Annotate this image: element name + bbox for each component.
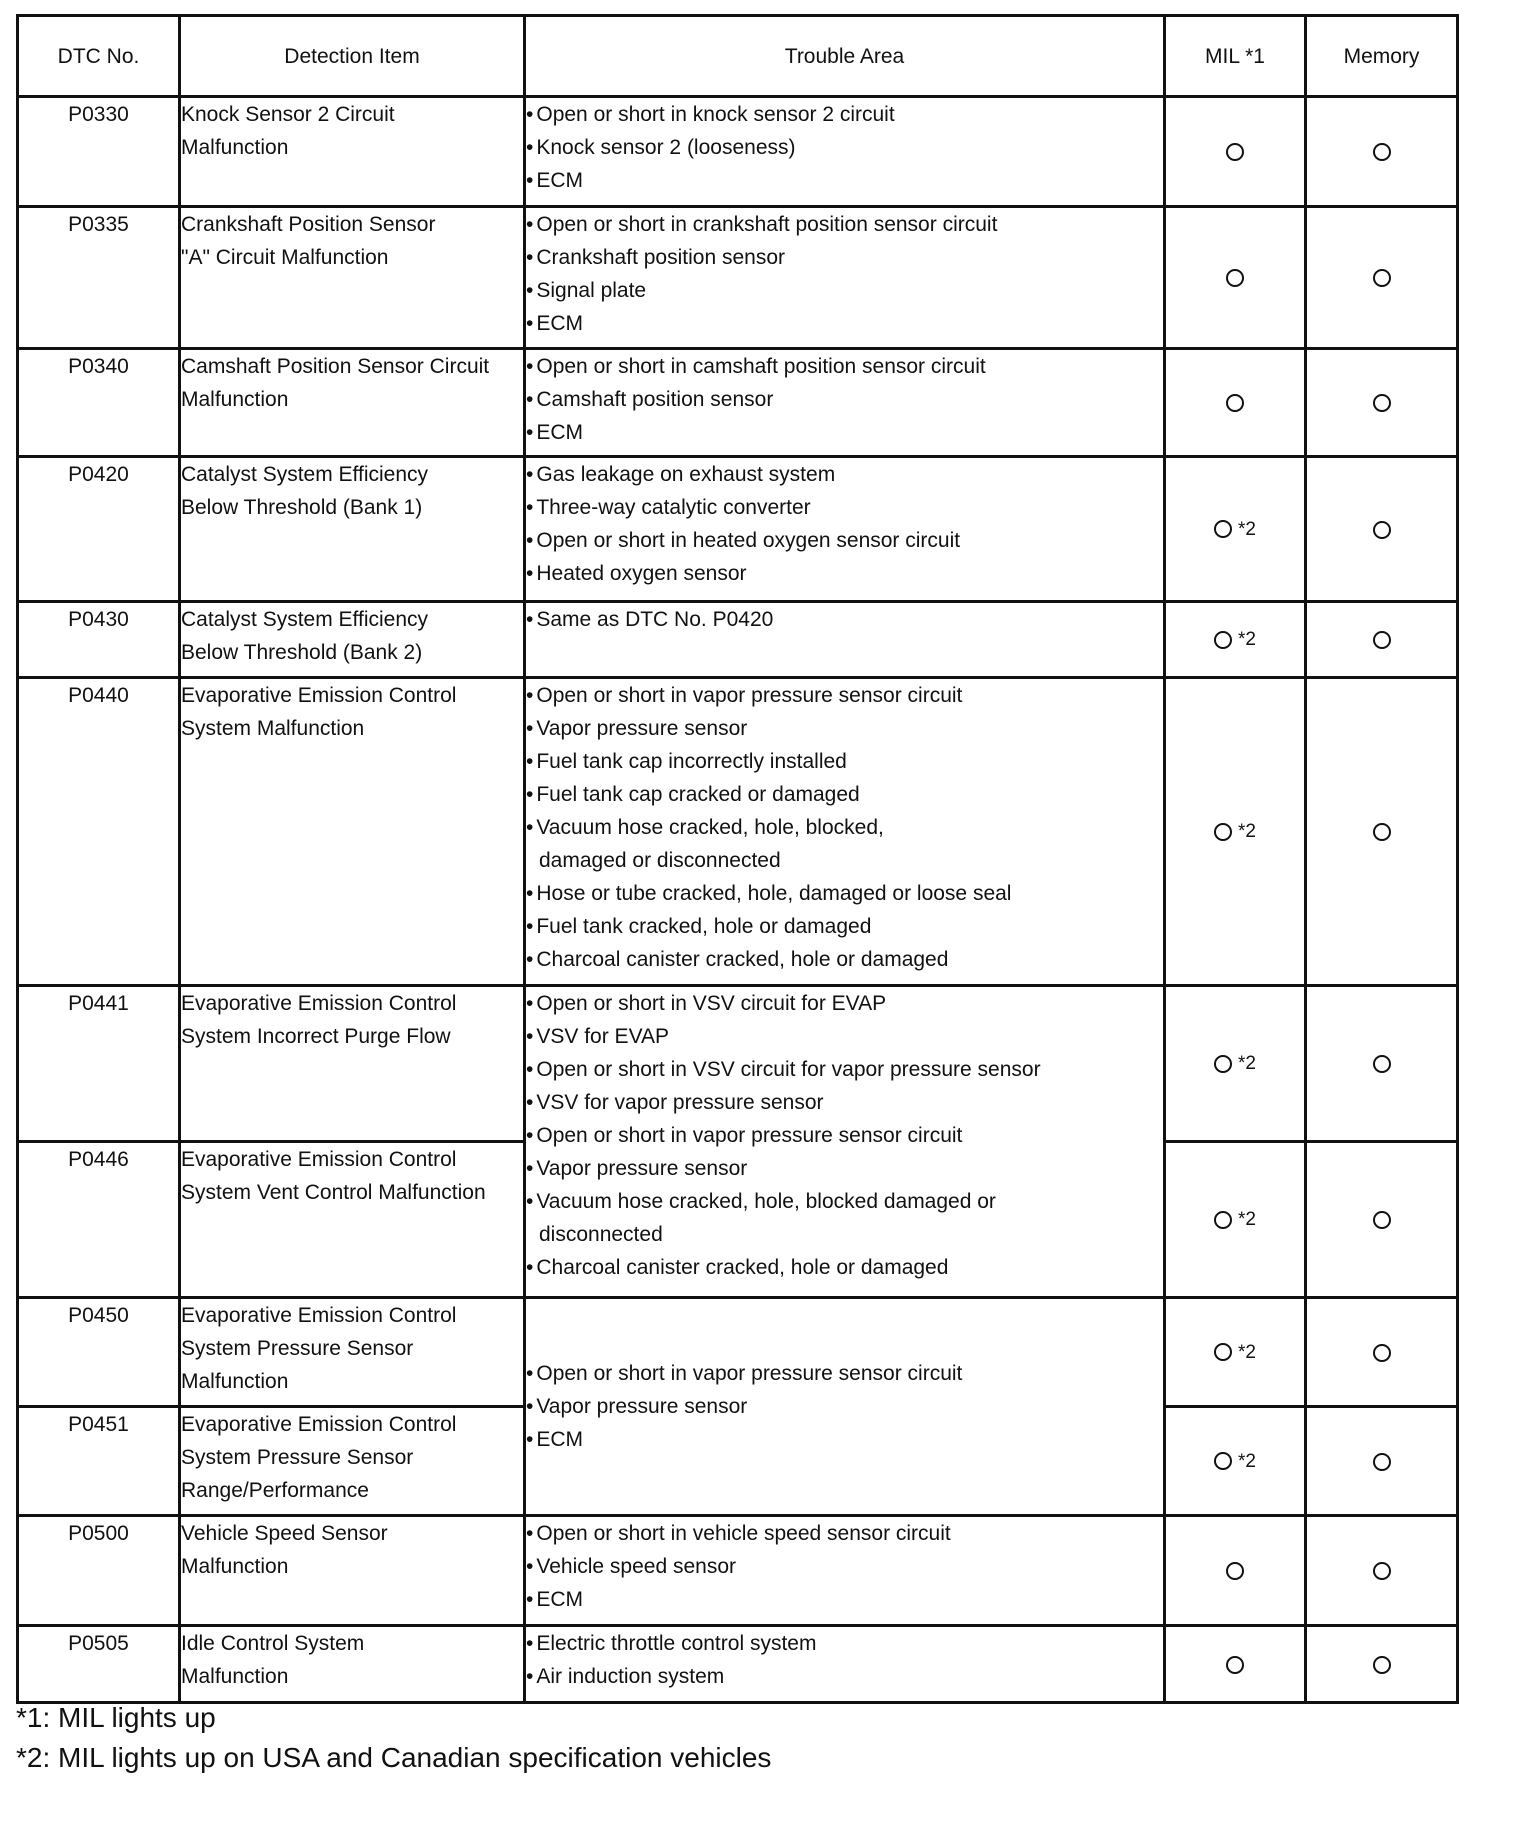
table-row bbox=[18, 1298, 1458, 1407]
mil-circle-icon bbox=[1214, 823, 1232, 841]
mil-note: *2 bbox=[1238, 629, 1256, 651]
trouble-area-line: • Charcoal canister cracked, hole or damaged bbox=[526, 943, 1163, 976]
memory-circle-icon bbox=[1373, 521, 1391, 539]
mil-circle-icon bbox=[1214, 1343, 1232, 1361]
detection-item-line: Catalyst System Efficiency bbox=[181, 608, 429, 631]
mil-cell bbox=[1165, 1516, 1306, 1626]
mil-circle-icon bbox=[1214, 631, 1232, 649]
detection-item-cell bbox=[180, 602, 525, 678]
mil-note: *2 bbox=[1238, 1450, 1256, 1472]
trouble-area-line: • Same as DTC No. P0420 bbox=[526, 603, 1163, 636]
trouble-area-line: • ECM bbox=[526, 164, 1163, 197]
trouble-area-line: • ECM bbox=[526, 416, 1163, 449]
memory-circle-icon bbox=[1373, 269, 1391, 287]
table-row bbox=[18, 207, 1458, 349]
mil-circle-icon bbox=[1226, 143, 1244, 161]
trouble-area-line: • Open or short in vehicle speed sensor circuit bbox=[526, 1517, 1163, 1550]
trouble-area-line: • Crankshaft position sensor bbox=[526, 241, 1163, 274]
detection-item-line: Range/Performance bbox=[181, 1479, 369, 1502]
detection-item-line: Malfunction bbox=[181, 388, 289, 411]
mil-circle-icon bbox=[1226, 394, 1244, 412]
trouble-area-line: • Open or short in vapor pressure sensor circuit bbox=[526, 1119, 1163, 1152]
memory-circle-icon bbox=[1373, 1656, 1391, 1674]
mil-circle-icon bbox=[1214, 520, 1232, 538]
detection-item-cell bbox=[180, 1626, 525, 1703]
detection-item-line: Malfunction bbox=[181, 1665, 289, 1688]
detection-item-line: Evaporative Emission Control bbox=[181, 1148, 457, 1171]
mil-circle-icon bbox=[1214, 1211, 1232, 1229]
trouble-area-line: damaged or disconnected bbox=[539, 849, 781, 872]
mil-circle-icon bbox=[1226, 1656, 1244, 1674]
mil-cell bbox=[1165, 97, 1306, 207]
memory-cell bbox=[1306, 207, 1458, 349]
mil-note: *2 bbox=[1238, 1053, 1256, 1075]
trouble-area-line: • Open or short in knock sensor 2 circuit bbox=[526, 98, 1163, 131]
table-row bbox=[18, 986, 1458, 1142]
table-row bbox=[18, 97, 1458, 207]
trouble-area-line: • Hose or tube cracked, hole, damaged or loose seal bbox=[526, 877, 1163, 910]
dtc-code-cell: P0505 bbox=[18, 1626, 180, 1703]
trouble-area-line: • Vehicle speed sensor bbox=[526, 1550, 1163, 1583]
header-memory: Memory bbox=[1306, 16, 1458, 97]
mil-note: *2 bbox=[1238, 1209, 1256, 1231]
mil-cell bbox=[1165, 1298, 1306, 1407]
detection-item-cell bbox=[180, 349, 525, 457]
detection-item-line: Below Threshold (Bank 2) bbox=[181, 641, 423, 664]
memory-circle-icon bbox=[1373, 823, 1391, 841]
trouble-area-cell bbox=[525, 1298, 1165, 1516]
detection-item-cell bbox=[180, 1516, 525, 1626]
table-row bbox=[18, 349, 1458, 457]
trouble-area-line: • Camshaft position sensor bbox=[526, 383, 1163, 416]
mil-cell bbox=[1165, 349, 1306, 457]
mil-cell bbox=[1165, 457, 1306, 602]
dtc-code-cell: P0451 bbox=[18, 1407, 180, 1516]
trouble-area-cell bbox=[525, 1626, 1165, 1703]
trouble-area-line: • Open or short in crankshaft position sensor circuit bbox=[526, 208, 1163, 241]
header-trouble-area: Trouble Area bbox=[525, 16, 1165, 97]
trouble-area-line: • Fuel tank cracked, hole or damaged bbox=[526, 910, 1163, 943]
trouble-area-line: • Air induction system bbox=[526, 1660, 1163, 1693]
trouble-area-line: • ECM bbox=[526, 1583, 1163, 1616]
memory-circle-icon bbox=[1373, 143, 1391, 161]
memory-cell bbox=[1306, 1407, 1458, 1516]
table-row bbox=[18, 602, 1458, 678]
detection-item-line: Below Threshold (Bank 1) bbox=[181, 496, 423, 519]
dtc-code-cell: P0340 bbox=[18, 349, 180, 457]
trouble-area-line: • Fuel tank cap incorrectly installed bbox=[526, 745, 1163, 778]
memory-circle-icon bbox=[1373, 1211, 1391, 1229]
detection-item-cell bbox=[180, 1407, 525, 1516]
trouble-area-line: • Open or short in vapor pressure sensor circuit bbox=[526, 679, 1163, 712]
mil-note: *2 bbox=[1238, 821, 1256, 843]
mil-circle-icon bbox=[1226, 1562, 1244, 1580]
trouble-area-line: • Vacuum hose cracked, hole, blocked damaged or bbox=[526, 1185, 1163, 1218]
trouble-area-line: • Vapor pressure sensor bbox=[526, 1152, 1163, 1185]
mil-circle-icon bbox=[1214, 1055, 1232, 1073]
dtc-code-cell: P0500 bbox=[18, 1516, 180, 1626]
memory-cell bbox=[1306, 678, 1458, 986]
trouble-area-line: • VSV for vapor pressure sensor bbox=[526, 1086, 1163, 1119]
header-dtc-no: DTC No. bbox=[18, 16, 180, 97]
dtc-code-cell: P0446 bbox=[18, 1142, 180, 1298]
memory-circle-icon bbox=[1373, 1453, 1391, 1471]
footnotes bbox=[16, 1698, 771, 1778]
memory-circle-icon bbox=[1373, 394, 1391, 412]
trouble-area-line: • Open or short in VSV circuit for EVAP bbox=[526, 987, 1163, 1020]
trouble-area-line: • Vapor pressure sensor bbox=[526, 712, 1163, 745]
detection-item-cell bbox=[180, 457, 525, 602]
trouble-area-line: • Open or short in vapor pressure sensor circuit bbox=[526, 1357, 1163, 1390]
table-row bbox=[18, 457, 1458, 602]
memory-cell bbox=[1306, 602, 1458, 678]
mil-cell bbox=[1165, 986, 1306, 1142]
trouble-area-line: • VSV for EVAP bbox=[526, 1020, 1163, 1053]
memory-circle-icon bbox=[1373, 1562, 1391, 1580]
mil-cell bbox=[1165, 678, 1306, 986]
memory-cell bbox=[1306, 349, 1458, 457]
trouble-area-line: • Vacuum hose cracked, hole, blocked, bbox=[526, 811, 1163, 844]
detection-item-line: Crankshaft Position Sensor bbox=[181, 213, 436, 236]
detection-item-line: Malfunction bbox=[181, 1555, 289, 1578]
trouble-area-line: • Open or short in camshaft position sensor circuit bbox=[526, 350, 1163, 383]
detection-item-cell bbox=[180, 97, 525, 207]
mil-cell bbox=[1165, 602, 1306, 678]
trouble-area-line: • Gas leakage on exhaust system bbox=[526, 458, 1163, 491]
detection-item-line: Camshaft Position Sensor Circuit bbox=[181, 355, 490, 378]
detection-item-cell bbox=[180, 678, 525, 986]
mil-circle-icon bbox=[1214, 1452, 1232, 1470]
detection-item-line: Evaporative Emission Control bbox=[181, 1413, 457, 1436]
detection-item-line: Idle Control System bbox=[181, 1632, 365, 1655]
header-mil: MIL *1 bbox=[1165, 16, 1306, 97]
dtc-code-cell: P0440 bbox=[18, 678, 180, 986]
dtc-table bbox=[16, 14, 1459, 1704]
memory-cell bbox=[1306, 457, 1458, 602]
trouble-area-line: • Open or short in VSV circuit for vapor pressure sensor bbox=[526, 1053, 1163, 1086]
detection-item-line: Evaporative Emission Control bbox=[181, 684, 457, 707]
mil-cell bbox=[1165, 1142, 1306, 1298]
trouble-area-line: • Knock sensor 2 (looseness) bbox=[526, 131, 1163, 164]
mil-note: *2 bbox=[1238, 1341, 1256, 1363]
trouble-area-line: • Electric throttle control system bbox=[526, 1627, 1163, 1660]
mil-cell bbox=[1165, 1626, 1306, 1703]
trouble-area-line: • Signal plate bbox=[526, 274, 1163, 307]
mil-note: *2 bbox=[1238, 518, 1256, 540]
trouble-area-line: disconnected bbox=[539, 1223, 663, 1246]
memory-cell bbox=[1306, 1298, 1458, 1407]
trouble-area-line: • Vapor pressure sensor bbox=[526, 1390, 1163, 1423]
header-detection-item: Detection Item bbox=[180, 16, 525, 97]
mil-cell bbox=[1165, 207, 1306, 349]
detection-item-line: System Pressure Sensor bbox=[181, 1446, 414, 1469]
trouble-area-cell bbox=[525, 97, 1165, 207]
detection-item-line: System Malfunction bbox=[181, 717, 365, 740]
trouble-area-line: • Charcoal canister cracked, hole or damaged bbox=[526, 1251, 1163, 1284]
trouble-area-cell bbox=[525, 1516, 1165, 1626]
detection-item-cell bbox=[180, 1142, 525, 1298]
memory-cell bbox=[1306, 97, 1458, 207]
detection-item-cell bbox=[180, 986, 525, 1142]
memory-cell bbox=[1306, 1516, 1458, 1626]
mil-cell bbox=[1165, 1407, 1306, 1516]
memory-circle-icon bbox=[1373, 1344, 1391, 1362]
detection-item-line: Catalyst System Efficiency bbox=[181, 463, 429, 486]
table-row bbox=[18, 1516, 1458, 1626]
trouble-area-cell bbox=[525, 986, 1165, 1298]
trouble-area-cell bbox=[525, 602, 1165, 678]
detection-item-cell bbox=[180, 207, 525, 349]
detection-item-line: System Incorrect Purge Flow bbox=[181, 1025, 451, 1048]
trouble-area-cell bbox=[525, 678, 1165, 986]
trouble-area-line: • Fuel tank cap cracked or damaged bbox=[526, 778, 1163, 811]
table-row bbox=[18, 1626, 1458, 1703]
detection-item-line: System Vent Control Malfunction bbox=[181, 1181, 486, 1204]
dtc-code-cell: P0420 bbox=[18, 457, 180, 602]
detection-item-line: Malfunction bbox=[181, 1370, 289, 1393]
detection-item-line: Vehicle Speed Sensor bbox=[181, 1522, 388, 1545]
trouble-area-line: • ECM bbox=[526, 1423, 1163, 1456]
memory-cell bbox=[1306, 986, 1458, 1142]
memory-circle-icon bbox=[1373, 631, 1391, 649]
table-row bbox=[18, 678, 1458, 986]
trouble-area-cell bbox=[525, 457, 1165, 602]
detection-item-line: Knock Sensor 2 Circuit bbox=[181, 103, 395, 126]
trouble-area-cell bbox=[525, 207, 1165, 349]
dtc-code-cell: P0430 bbox=[18, 602, 180, 678]
detection-item-line: "A" Circuit Malfunction bbox=[181, 246, 389, 269]
footnote-1: *1: MIL lights up bbox=[16, 1702, 216, 1733]
trouble-area-line: • Open or short in heated oxygen sensor circuit bbox=[526, 524, 1163, 557]
trouble-area-cell bbox=[525, 349, 1165, 457]
dtc-code-cell: P0335 bbox=[18, 207, 180, 349]
detection-item-line: Evaporative Emission Control bbox=[181, 1304, 457, 1327]
trouble-area-line: • ECM bbox=[526, 307, 1163, 340]
table-header-row bbox=[18, 16, 1458, 97]
detection-item-line: System Pressure Sensor bbox=[181, 1337, 414, 1360]
dtc-code-cell: P0441 bbox=[18, 986, 180, 1142]
detection-item-line: Malfunction bbox=[181, 136, 289, 159]
memory-circle-icon bbox=[1373, 1055, 1391, 1073]
memory-cell bbox=[1306, 1626, 1458, 1703]
table-body bbox=[18, 97, 1458, 1703]
dtc-code-cell: P0450 bbox=[18, 1298, 180, 1407]
detection-item-line: Evaporative Emission Control bbox=[181, 992, 457, 1015]
memory-cell bbox=[1306, 1142, 1458, 1298]
trouble-area-line: • Three-way catalytic converter bbox=[526, 491, 1163, 524]
dtc-code-cell: P0330 bbox=[18, 97, 180, 207]
footnote-2: *2: MIL lights up on USA and Canadian specification vehicles bbox=[16, 1742, 772, 1773]
detection-item-cell bbox=[180, 1298, 525, 1407]
mil-circle-icon bbox=[1226, 269, 1244, 287]
trouble-area-line: • Heated oxygen sensor bbox=[526, 557, 1163, 590]
